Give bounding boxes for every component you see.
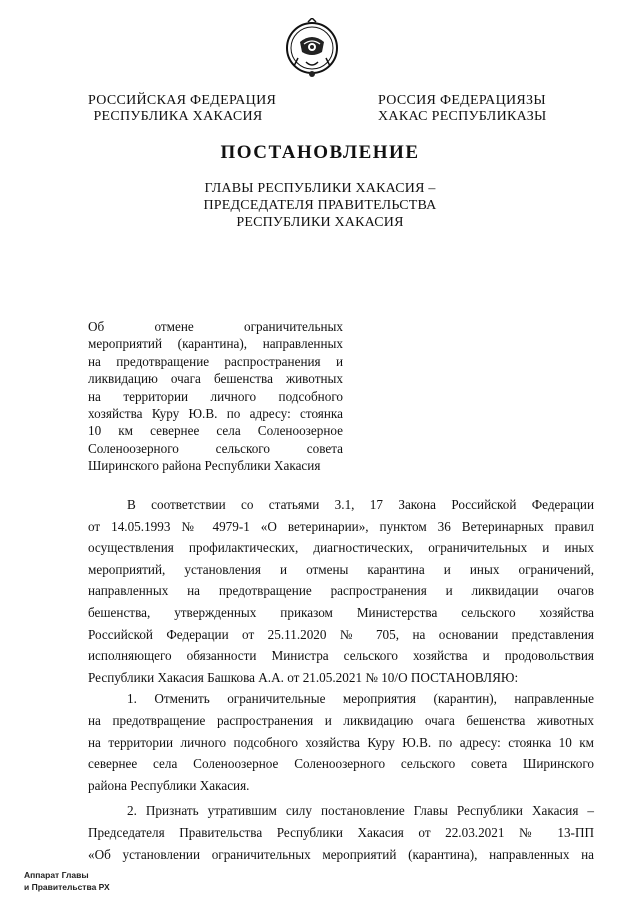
subject-line-9: Ширинского района Республики Хакасия xyxy=(88,458,321,474)
body-line-4: мероприятий, установления и отмены карантина и иных ограничений, xyxy=(88,561,594,577)
body-line-7: Российской Федерации от 25.11.2020 № 705, на основании представления xyxy=(88,626,594,642)
coat-of-arms-emblem xyxy=(284,18,340,80)
subtitle-line-2: ПРЕДСЕДАТЕЛЯ ПРАВИТЕЛЬСТВА xyxy=(203,198,437,213)
subject-line-4: ликвидацию очага бешенства животных xyxy=(88,371,343,387)
subject-line-1: Об отмене ограничительных xyxy=(88,319,343,334)
body-line-6: бешенства, утвержденных приказом Министерства сельского хозяйства xyxy=(88,604,594,620)
body-line-10: 1. Отменить ограничительные мероприятия (карантин), направленные xyxy=(127,691,594,707)
subject-line-8: Соленоозерного сельского совета xyxy=(88,440,343,456)
body-line-5: направленных на предотвращение распространения и ликвидации очагов xyxy=(88,583,594,599)
body-line-9: Республики Хакасия Башкова А.А. от 21.05.2021 № 10/О ПОСТАНОВЛЯЮ: xyxy=(88,669,519,685)
body-line-8: исполняющего обязанности Министра сельского хозяйства и продовольствия xyxy=(88,648,594,664)
body-line-15: 2. Признать утратившим силу постановление Главы Республики Хакасия – xyxy=(127,803,594,819)
body-line-2: от 14.05.1993 № 4979-1 «О ветеринарии», пунктом 36 Ветеринарных правил xyxy=(88,518,594,534)
body-line-3: осуществления профилактических, диагностических, ограничительных и иных xyxy=(88,540,594,556)
subject-line-5: на территории личного подсобного xyxy=(88,388,343,404)
header-right-line-2: ХАКАС РЕСПУБЛИКАЗЫ xyxy=(378,109,547,124)
body-line-11: на предотвращение распространения и ликвидацию очага бешенства животных xyxy=(88,712,594,728)
header-khakas-language xyxy=(378,93,547,125)
body-line-1: В соответствии со статьями 3.1, 17 Закона Российской Федерации xyxy=(127,497,594,512)
body-line-14: района Республики Хакасия. xyxy=(88,777,250,793)
subtitle-line-3: РЕСПУБЛИКИ ХАКАСИЯ xyxy=(236,215,404,230)
document-subtitle xyxy=(120,180,520,231)
document-title: ПОСТАНОВЛЕНИЕ xyxy=(220,142,420,163)
document-body xyxy=(88,494,594,865)
subject-line-2: мероприятий (карантина), направленных xyxy=(88,336,343,352)
office-stamp xyxy=(24,869,134,893)
document-subject xyxy=(88,318,343,475)
body-line-16: Председателя Правительства Республики Хакасия от 22.03.2021 № 13-ПП xyxy=(88,824,594,840)
subject-line-3: на предотвращение распространения и xyxy=(88,353,343,369)
body-line-12: на территории личного подсобного хозяйства Куру Ю.В. по адресу: стоянка 10 км xyxy=(88,734,594,750)
body-line-13: севернее села Соленоозерное Соленоозерного сельского совета Ширинского xyxy=(88,756,594,772)
stamp-line-2: и Правительства РХ xyxy=(24,882,110,892)
header-russian-federation xyxy=(88,93,277,125)
subtitle-line-1: ГЛАВЫ РЕСПУБЛИКИ ХАКАСИЯ – xyxy=(204,181,436,196)
header-left-line-2: РЕСПУБЛИКА ХАКАСИЯ xyxy=(93,109,263,124)
subject-line-7: 10 км севернее села Соленоозерное xyxy=(88,423,343,439)
body-line-17: «Об установлении ограничительных мероприятий (карантина), направленных на xyxy=(88,846,594,862)
subject-line-6: хозяйства Куру Ю.В. по адресу: стоянка xyxy=(88,406,343,422)
stamp-line-1: Аппарат Главы xyxy=(24,870,89,880)
header-right-line-1: РОССИЯ ФЕДЕРАЦИЯЗЫ xyxy=(378,93,546,108)
header-left-line-1: РОССИЙСКАЯ ФЕДЕРАЦИЯ xyxy=(88,93,277,108)
